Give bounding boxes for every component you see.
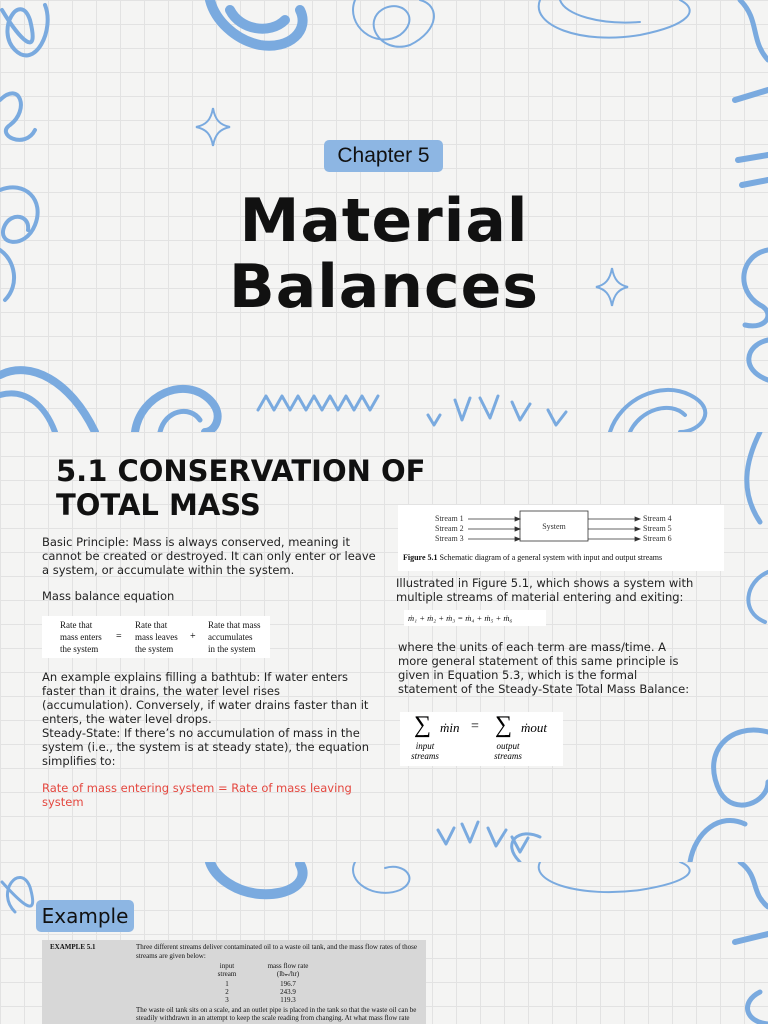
- equals-sign: =: [116, 631, 122, 642]
- stream-label: Stream 1: [435, 514, 464, 523]
- example-5-1-box: [42, 940, 426, 1024]
- illustrated-text: Illustrated in Figure 5.1, which shows a system with multiple streams of material entering and exiting:: [396, 576, 694, 604]
- stream-label: Stream 3: [435, 534, 464, 543]
- term-line: accumulates: [208, 632, 253, 642]
- table-cell: 196.7: [280, 980, 296, 988]
- table-cell: 1: [225, 980, 229, 988]
- table-header-flow-rate: mass flow rate (lbₘ/hr): [267, 962, 309, 978]
- steady-state-equation-text: Rate of mass entering system = Rate of mass leaving system: [42, 781, 352, 809]
- term-line: the system: [135, 644, 174, 654]
- bathtub-example-text: An example explains filling a bathtub: If water enters faster than it drains, the water level rises (accumulation). Conversely, if water drains faster than it enters, the water level drops.: [42, 670, 369, 726]
- stream-label: Stream 4: [643, 514, 672, 523]
- system-label: System: [542, 522, 566, 531]
- table-cell: 243.9: [280, 988, 296, 996]
- table-column-stream: [212, 980, 242, 1004]
- title-line-1: Material: [239, 186, 529, 256]
- sum-symbol-in: ∑: [414, 712, 432, 738]
- example-continuation: The waste oil tank sits on a scale, and an outlet pipe is placed in the tank so that the waste oil can be steadily withdrawn in an attempt to keep the scale reading from changing. At what mass flow rate: [136, 1006, 417, 1022]
- table-cell: 2: [225, 988, 229, 996]
- sum-symbol-out: ∑: [495, 712, 513, 738]
- label-line: streams: [411, 751, 439, 761]
- term-line: mass enters: [60, 632, 102, 642]
- label-line: streams: [494, 751, 522, 761]
- label-line: output: [496, 741, 520, 751]
- figure-5-1: [398, 505, 724, 571]
- slide-example: [0, 862, 768, 1024]
- stream-sum-equation: ṁ₁ + ṁ₂ + ṁ₃ = ṁ₄ + ṁ₅ + ṁ₆: [404, 610, 546, 626]
- mass-balance-label: Mass balance equation: [42, 589, 175, 603]
- term-line: Rate that: [60, 620, 93, 630]
- chapter-badge: Chapter 5: [324, 140, 443, 172]
- figure-caption-text: Schematic diagram of a general system with input and output streams: [439, 553, 663, 562]
- term-line: the system: [60, 644, 99, 654]
- table-cell: 3: [225, 996, 229, 1004]
- title-line-2: Balances: [229, 252, 539, 322]
- equation-term-accumulates: [208, 619, 261, 655]
- formal-equals-sign: =: [471, 719, 479, 734]
- steady-state-mass-balance-equation: [400, 712, 563, 766]
- example-badge: Example: [36, 900, 134, 932]
- equation-term-enters: [60, 619, 102, 655]
- mass-in: ṁin: [440, 720, 460, 735]
- output-streams-label: [490, 741, 526, 761]
- word-equation: [42, 616, 270, 658]
- stream-label: Stream 2: [435, 524, 464, 533]
- term-line: mass leaves: [135, 632, 178, 642]
- input-streams-label: [408, 741, 442, 761]
- example-intro: Three different streams deliver contaminated oil to a waste oil tank, and the mass flow rates of those streams are given below:: [136, 943, 417, 960]
- example-label: EXAMPLE 5.1: [50, 943, 96, 951]
- basic-principle-text: Basic Principle: Mass is always conserved, meaning it cannot be created or destroyed. It can only enter or leave a system, or accumulate within the system.: [42, 535, 376, 577]
- input-streams: [435, 514, 464, 544]
- stream-label: Stream 5: [643, 524, 672, 533]
- plus-sign: +: [190, 631, 196, 642]
- equation-term-leaves: [135, 619, 178, 655]
- term-line: Rate that: [135, 620, 168, 630]
- where-units-text: where the units of each term are mass/time. A more general statement of this same principle is given in Equation 5.3, which is the formal statement of the Steady-State Total Mass Balance:: [398, 640, 690, 696]
- figure-caption: [403, 553, 723, 562]
- steady-state-text: Steady-State: If there’s no accumulation of mass in the system (i.e., the system is at steady state), the equation simplifies to:: [42, 726, 370, 768]
- table-column-flow: [260, 980, 316, 1004]
- term-line: in the system: [208, 644, 256, 654]
- output-streams: [643, 514, 672, 544]
- mass-out: ṁout: [521, 720, 547, 735]
- label-line: input: [415, 741, 435, 751]
- table-header-input-stream: input stream: [217, 962, 237, 978]
- section-heading: 5.1 CONSERVATION OF TOTAL MASS: [56, 454, 426, 522]
- slide-conservation: [0, 432, 768, 862]
- table-cell: 119.3: [280, 996, 296, 1004]
- figure-caption-label: Figure 5.1: [403, 553, 438, 562]
- term-line: Rate that mass: [208, 620, 261, 630]
- stream-label: Stream 6: [643, 534, 672, 543]
- slide-title: [0, 0, 768, 432]
